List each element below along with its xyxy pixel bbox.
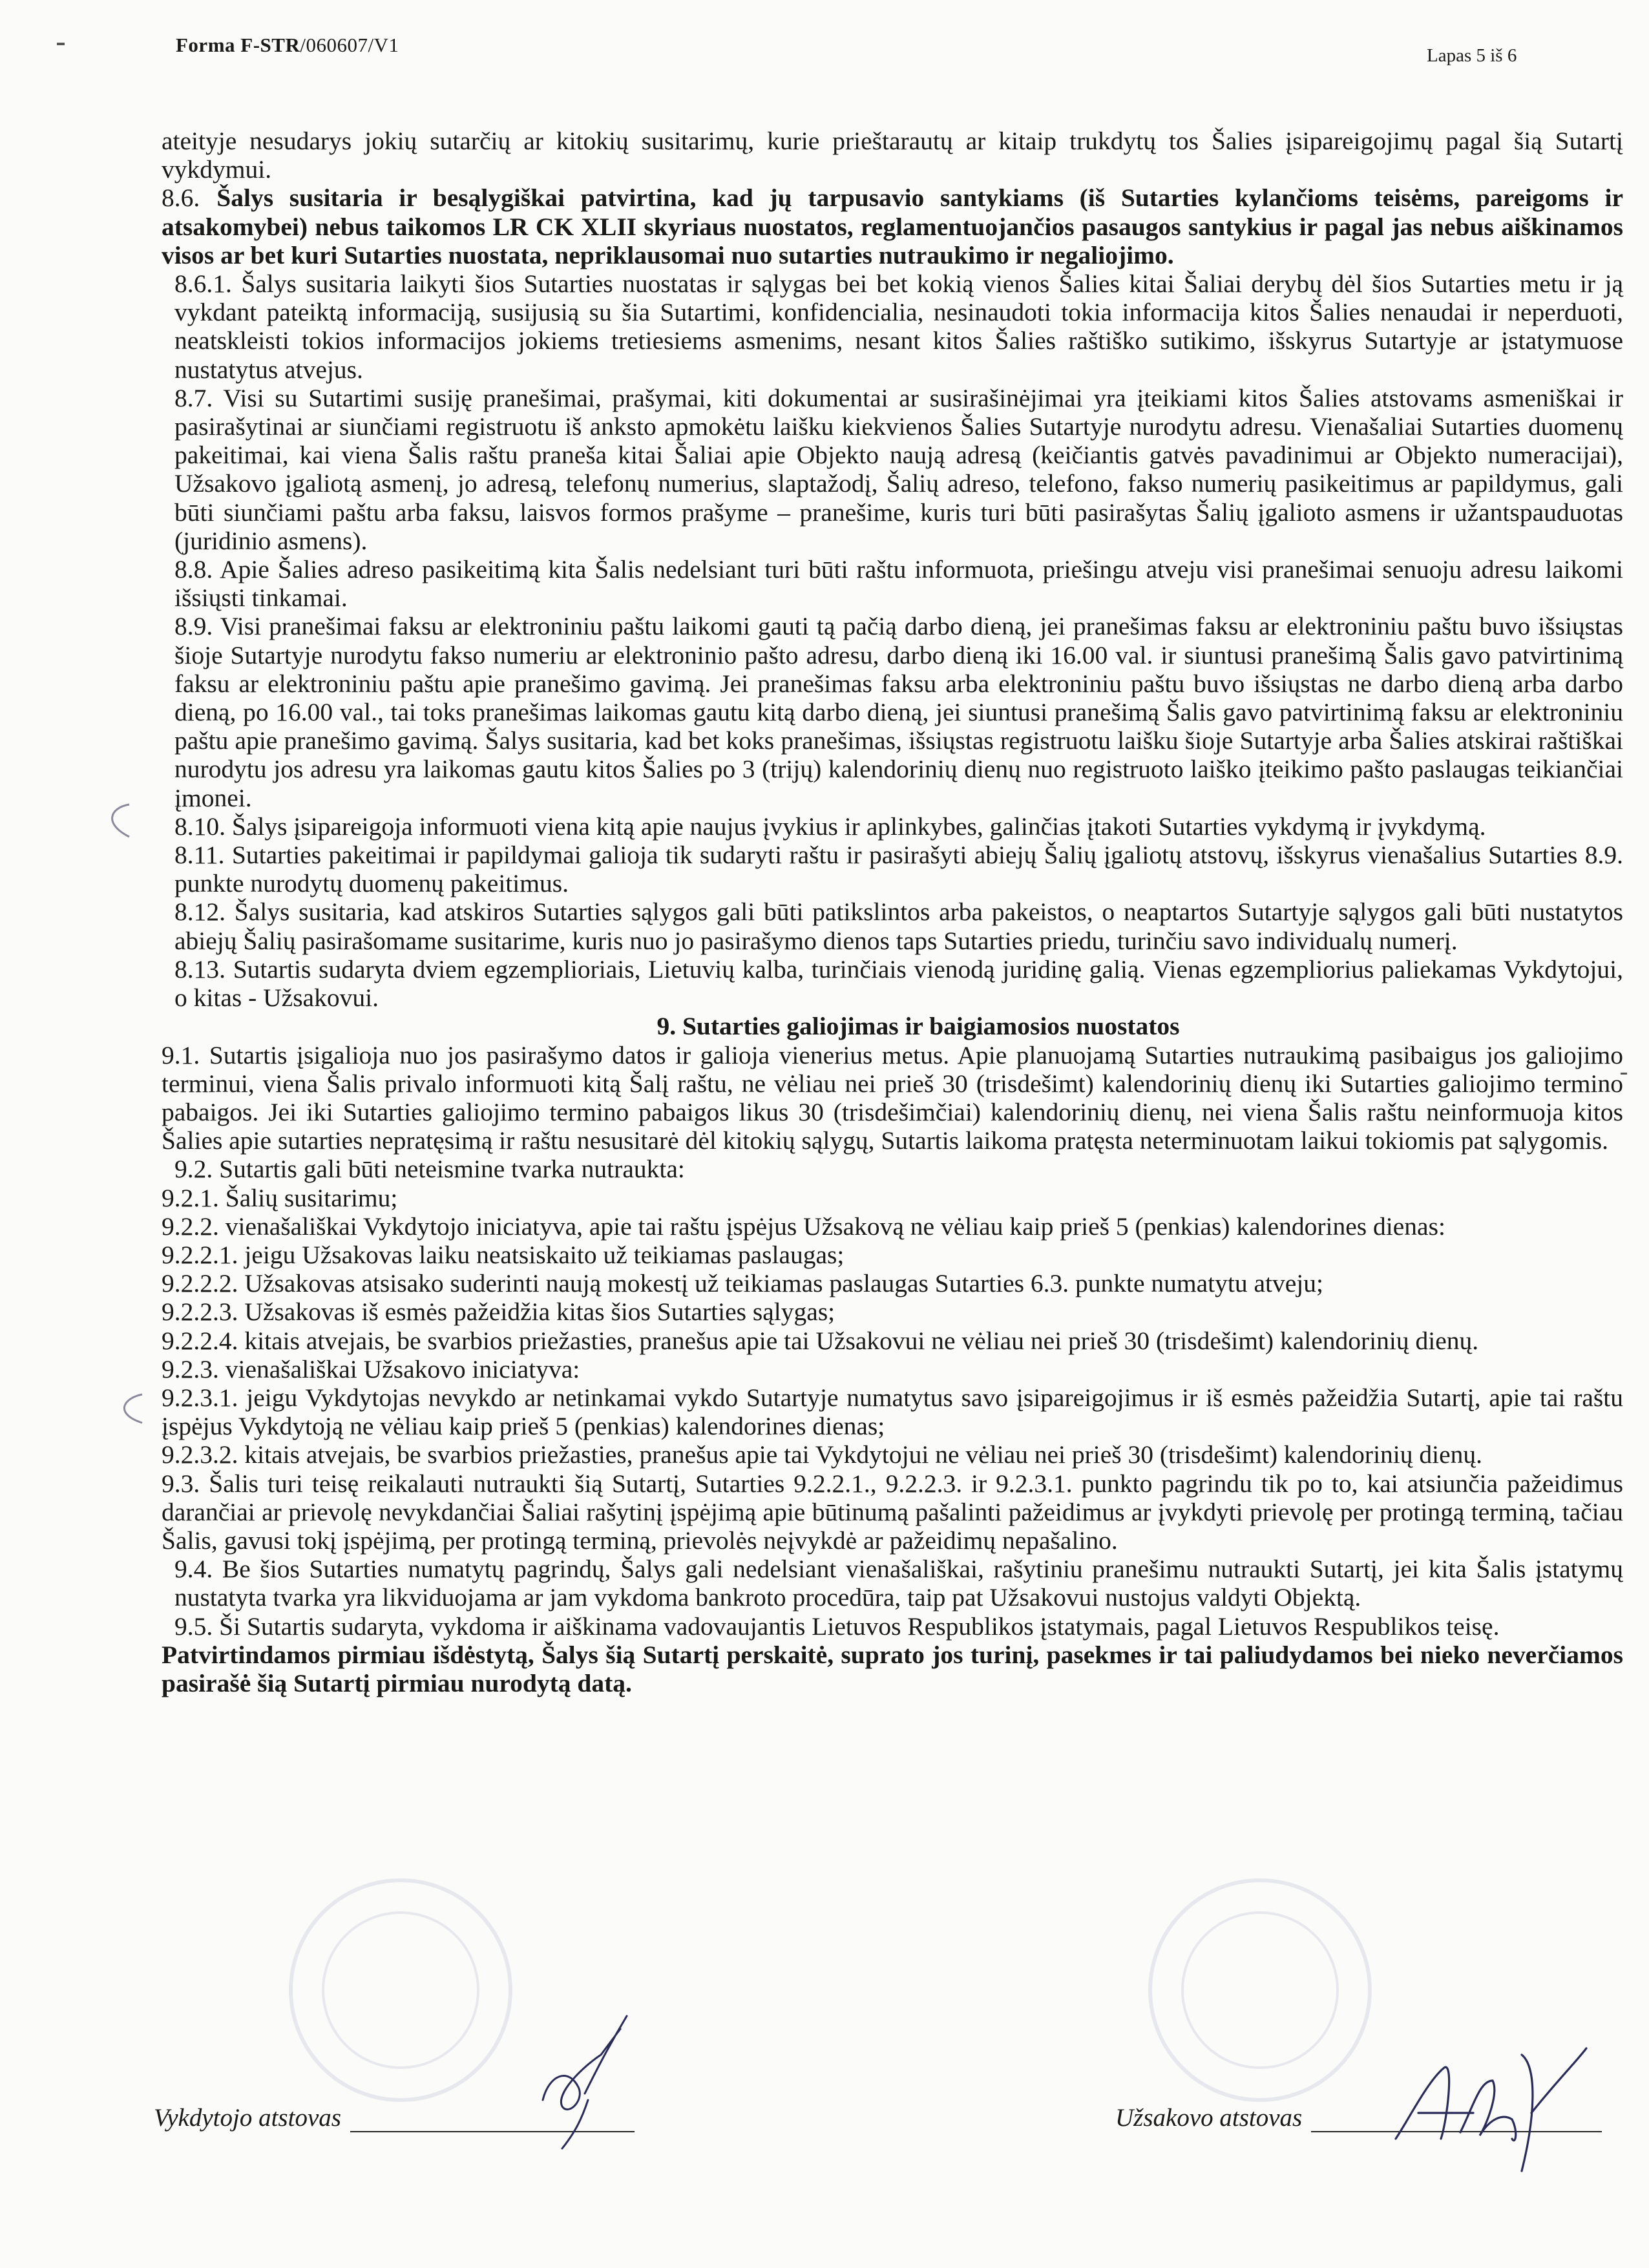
paragraph-9-2-2-3: 9.2.2.3. Užsakovas iš esmės pažeidžia kitas šios Sutarties sąlygas;: [162, 1297, 835, 1327]
paragraph-9-1: 9.1. Sutartis įsigalioja nuo jos pasirašymo datos ir galioja vienerius metus. Apie planuojamą Sutarties nutraukimą pasibaigus jos galiojimo terminui, viena Šalis privalo informuoti kitą Šalį raštu, ne vėliau nei prieš 30 (trisdešimt) kalendorinių dienų iki Sutarties galiojimo termino pabaigos. Jei iki Sutarties galiojimo termino pabaigos likus 30 (trisdešimčiai) kalendorinių dienų, nei viena Šalis raštu neinformuoja kitos Šalies apie sutarties nepratęsimą ir raštu nesusitarė dėl kitokių sąlygų, Sutartis laikoma pratęsta neterminuotam laikui tokiomis pat sąlygomis.: [162, 1040, 1623, 1155]
paragraph-8-10: 8.10. Šalys įsipareigoja informuoti viena kitą apie naujus įvykius ir aplinkybes, galinčias įtakoti Sutarties vykdymą ir įvykdymą.: [174, 812, 1486, 841]
form-code: [176, 34, 399, 57]
hole-punch-mark-icon: [97, 801, 136, 840]
faint-stamp-icon: [1137, 1874, 1383, 2106]
paragraph-9-3: 9.3. Šalis turi teisę reikalauti nutraukti šią Sutartį, Sutarties 9.2.2.1., 9.2.2.3. ir 9.2.3.1. punkto pagrindu tik po to, kai atsiunčia pažeidimus darančiai ar prievolę nevykdančiai Šaliai rašytinį įspėjimą apie būtinumą pašalinti pažeidimus ar įvykdyti prievolę per protingą terminą, tačiau Šalis, gavusi tokį įspėjimą, per protingą terminą, prievolės neįvykdė ar pažeidimų nepašalino.: [162, 1469, 1623, 1555]
paragraph-8-9: 8.9. Visi pranešimai faksu ar elektroniniu paštu laikomi gauti tą pačią darbo dieną, jei pranešimas faksu ar elektroniniu paštu buvo išsiųstas šioje Sutartyje nurodytu fakso numeriu ar elektroninio pašto adresu, darbo dieną iki 16.00 val. ir siuntusi pranešimą Šalis gavo patvirtinimą faksu ar elektroniniu paštu apie pranešimo gavimą. Jei pranešimas faksu arba elektroniniu paštu buvo išsiųstas ne darbo dieną arba darbo dieną, po 16.00 val., tai toks pranešimas laikomas gautu kitą darbo dieną, jei siuntusi pranešimą Šalis gavo patvirtinimą faksu ar elektroniniu paštu apie pranešimo gavimą. Šalys susitaria, kad bet koks pranešimas, išsiųstas registruotu laišku šioje Sutartyje arba Šalies atskirai raštiškai nurodytu jos adresu yra laikomas gautu kitos Šalies po 3 (trijų) kalendorinių dienų nuo registruoto laiško įteikimo pašto paslaugas teikiančiai įmonei.: [174, 612, 1623, 812]
paragraph-9-4: 9.4. Be šios Sutarties numatytų pagrindų, Šalys gali nedelsiant vienašališkai, rašytiniu pranešimu nutraukti Sutartį, jei kita Šalis įstatymų nustatyta tvarka yra likviduojama ar jam vykdoma bankroto procedūra, taip pat Užsakovui nustojus valdyti Objektą.: [174, 1555, 1623, 1612]
paragraph-8-6-number: 8.6.: [162, 184, 200, 213]
scan-dot-mark: [57, 43, 65, 45]
section-9-title: 9. Sutarties galiojimas ir baigiamosios nuostatos: [656, 1012, 1180, 1041]
paragraph-8-8: 8.8. Apie Šalies adreso pasikeitimą kita Šalis nedelsiant turi būti raštu informuota, priešingu atveju visi pranešimai senuoju adresu laikomi išsiųsti tinkamai.: [174, 555, 1623, 613]
contractor-handwritten-signature-icon: [523, 2003, 640, 2152]
paragraph-8-6-1: 8.6.1. Šalys susitaria laikyti šios Sutarties nuostatas ir sąlygas bei bet kokią vienos Šalies kitai Šaliai derybų dėl šios Sutarties metu ir ją vykdant pateiktą informaciją, susijusią su šia Sutartimi, konfidencialia, nesinaudoti tokia informacija kitos Šalies nenaudai ir neperduoti, neatskleisti tokios informacijos jokiems tretiesiems asmenims, nesant kitos Šalies raštiško sutikimo, išskyrus Sutartyje ar įstatymuose nustatytus atvejus.: [174, 269, 1623, 384]
client-signature-label: Užsakovo atstovas: [1115, 2104, 1303, 2132]
paragraph-8-7: 8.7. Visi su Sutartimi susiję pranešimai, prašymai, kiti dokumentai ar susirašinėjimai yra įteikiami kitos Šalies atstovams asmeniškai ir pasirašytinai ar siunčiami registruotu iš anksto apmokėtu laišku kiekvienos Šalies Sutartyje nurodytu adresu. Vienašaliai Sutarties duomenų pakeitimai, kai viena Šalis raštu praneša kitai Šaliai apie Objekto naują adresą (keičiantis gatvės pavadinimui ar Objekto numeracijai), Užsakovo įgaliotą asmenį, jo adresą, telefonų numerius, slaptažodį, Šalių adreso, telefono, fakso numerių pasikeitimus ar papildymus, gali būti siunčiami paštu arba faksu, laisvos formos prašyme – pranešime, kuris turi būti pasirašytas Šalių įgalioto asmens ir užantspauduotas (juridinio asmens).: [174, 383, 1623, 555]
faint-stamp-icon: [284, 1874, 517, 2106]
paragraph-9-2-2-1: 9.2.2.1. jeigu Užsakovas laiku neatsiskaito už teikiamas paslaugas;: [162, 1240, 845, 1269]
paragraph-8-11: 8.11. Sutarties pakeitimai ir papildymai galioja tik sudaryti raštu ir pasirašyti abiejų Šalių įgaliotų atstovų, išskyrus vienašalius Sutarties 8.9. punkte nurodytų duomenų pakeitimus.: [174, 841, 1623, 898]
paragraph-9-5: 9.5. Ši Sutartis sudaryta, vykdoma ir aiškinama vadovaujantis Lietuvos Respublikos įstatymais, pagal Lietuvos Respublikos teisę.: [174, 1612, 1500, 1641]
paragraph-9-2-2-4: 9.2.2.4. kitais atvejais, be svarbios priežasties, pranešus apie tai Užsakovui ne vėliau nei prieš 30 (trisdešimt) kalendorinių dienų.: [162, 1326, 1479, 1355]
paragraph-8-6: [162, 184, 1623, 269]
document-body: [162, 127, 1623, 1697]
paragraph-9-2: 9.2. Sutartis gali būti neteismine tvarka nutraukta:: [174, 1155, 685, 1184]
paragraph-8-13: 8.13. Sutartis sudaryta dviem egzemplioriais, Lietuvių kalba, turinčiais vienodą juridinę galią. Vienas egzempliorius paliekamas Vykdytojui, o kitas - Užsakovui.: [174, 954, 1623, 1013]
paragraph-9-2-3: 9.2.3. vienašališkai Užsakovo iniciatyva:: [162, 1354, 580, 1383]
paragraph-continuation: ateityje nesudarys jokių sutarčių ar kitokių susitarimų, kurie prieštarautų ar kitaip trukdytų tos Šalies įsipareigojimų pagal šią Sutartį vykdymui.: [162, 127, 1623, 184]
form-label: Forma F-STR: [176, 34, 300, 56]
page-number: Lapas 5 iš 6: [1427, 45, 1517, 66]
hole-punch-mark-icon: [107, 1389, 145, 1428]
paragraph-8-12: 8.12. Šalys susitaria, kad atskiros Sutarties sąlygos gali būti patikslintos arba pakeistos, o neaptartos Sutartyje sąlygos gali būti nustatytos abiejų Šalių pasirašomame susitarime, kuris nuo jo pasirašymo dienos taps Sutarties priedu, turinčiu savo individualų numerį.: [174, 898, 1623, 955]
client-handwritten-signature-icon: [1383, 2042, 1590, 2178]
paragraph-9-2-2-2: 9.2.2.2. Užsakovas atsisako suderinti naują mokestį už teikiamas paslaugas Sutarties 6.3. punkte numatytu atveju;: [162, 1269, 1323, 1298]
paragraph-8-6-text: Šalys susitaria ir besąlygiškai patvirtina, kad jų tarpusavio santykiams (iš Sutarties kylančioms teisėms, pareigoms ir atsakomybei) nebus taikomos LR CK XLII skyriaus nuostatos, reglamentuojančios pasaugos santykius ir pagal jas nebus aiškinamos visos ar bet kuri Sutarties nuostata, nepriklausomai nuo sutarties nutraukimo ir negaliojimo.: [162, 184, 1623, 269]
paragraph-9-2-2: 9.2.2. vienašališkai Vykdytojo iniciatyva, apie tai raštu įspėjus Užsakovą ne vėliau kaip prieš 5 (penkias) kalendorines dienas:: [162, 1212, 1445, 1241]
paragraph-9-2-3-1: 9.2.3.1. jeigu Vykdytojas nevykdo ar netinkamai vykdo Sutartyje numatytus savo įsipareigojimus ir iš esmės pažeidžia Sutartį, apie tai raštu įspėjus Vykdytoją ne vėliau kaip prieš 5 (penkias) kalendorines dienas;: [162, 1383, 1623, 1441]
form-version: /060607/V1: [300, 34, 399, 56]
paragraph-9-2-1: 9.2.1. Šalių susitarimu;: [162, 1183, 398, 1212]
closing-statement: Patvirtindamos pirmiau išdėstytą, Šalys šią Sutartį perskaitė, suprato jos turinį, pasekmes ir tai paliudydamos bei nieko neverčiamos pasirašė šią Sutartį pirmiau nurodytą datą.: [162, 1640, 1623, 1697]
contractor-signature-label: Vykdytojo atstovas: [154, 2104, 341, 2132]
paragraph-9-2-3-2: 9.2.3.2. kitais atvejais, be svarbios priežasties, pranešus apie tai Vykdytojui ne vėliau nei prieš 30 (trisdešimt) kalendorinių dienų.: [162, 1440, 1483, 1469]
